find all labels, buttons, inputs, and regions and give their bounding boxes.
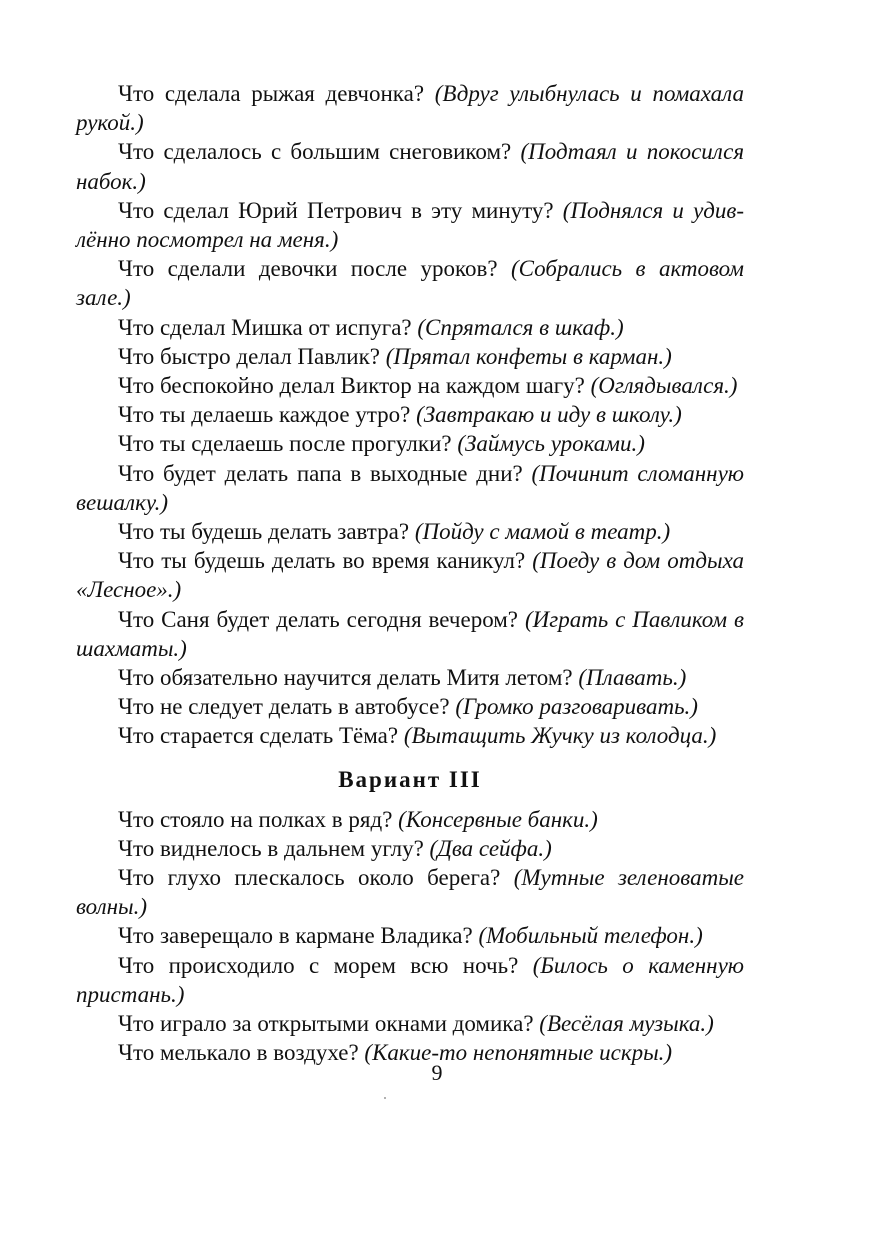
qa-item bbox=[76, 196, 744, 254]
section-heading: Вариант III bbox=[338, 766, 482, 792]
answer-text: (Подтаял и покосился набок.) bbox=[76, 139, 745, 194]
answer-text: (Весёлая музыка.) bbox=[539, 1011, 714, 1037]
answer-text: (Прятал конфеты в карман.) bbox=[385, 343, 672, 369]
question-text: Что быстро делал Павлик? bbox=[118, 343, 380, 369]
qa-item bbox=[76, 400, 744, 429]
question-text: Что ты будешь делать во время каникул? bbox=[118, 548, 526, 574]
question-text: Что Саня будет делать сегодня вечером? bbox=[118, 606, 519, 632]
question-text: Что сделала рыжая девчонка? bbox=[118, 81, 425, 106]
qa-item bbox=[76, 313, 744, 342]
qa-item bbox=[76, 721, 744, 750]
qa-item bbox=[76, 371, 744, 400]
answer-text: (Консервные банки.) bbox=[398, 806, 598, 832]
answer-text: (Завтракаю и иду в школу.) bbox=[416, 402, 682, 428]
page-body bbox=[76, 79, 744, 1068]
qa-item bbox=[76, 429, 744, 458]
question-text: Что играло за открытыми окнами домика? bbox=[118, 1011, 534, 1037]
answer-text: (Играть с Павликом в шахматы.) bbox=[76, 606, 745, 661]
qa-item bbox=[76, 79, 744, 137]
question-text: Что сделалось с большим снеговиком? bbox=[118, 139, 512, 165]
qa-item bbox=[76, 342, 744, 371]
question-text: Что ты делаешь каждое утро? bbox=[118, 402, 411, 428]
question-text: Что ты сделаешь после прогулки? bbox=[118, 431, 452, 457]
answer-text: (Билось о каменную пристань.) bbox=[76, 952, 745, 1007]
question-text: Что ты будешь делать завтра? bbox=[118, 519, 410, 545]
answer-text: (Займусь уроками.) bbox=[457, 431, 645, 457]
qa-item bbox=[76, 459, 744, 517]
question-text: Что сделал Юрий Петрович в эту минуту? bbox=[118, 197, 554, 223]
answer-text: (Собрались в актовом зале.) bbox=[76, 256, 744, 311]
question-text: Что не следует делать в автобусе? bbox=[118, 694, 450, 720]
question-text: Что беспокойно делал Виктор на каждом шагу? bbox=[118, 373, 585, 399]
answer-text: (Мобильный телефон.) bbox=[478, 923, 703, 949]
answer-text: (Починит сломанную вешалку.) bbox=[76, 460, 744, 515]
question-text: Что будет делать папа в выходные дни? bbox=[118, 460, 523, 486]
question-text: Что стояло на полках в ряд? bbox=[118, 806, 393, 832]
scan-speck bbox=[384, 1097, 386, 1099]
answer-text: (Мутные зеленоватые волны.) bbox=[76, 865, 744, 920]
question-list-b bbox=[76, 805, 744, 1068]
qa-item bbox=[76, 605, 744, 663]
qa-item bbox=[76, 951, 744, 1009]
question-text: Что обязательно научится делать Митя летом? bbox=[118, 665, 573, 691]
question-text: Что виднелось в дальнем углу? bbox=[118, 835, 424, 861]
answer-text: (Громко разговаривать.) bbox=[455, 694, 698, 720]
qa-item bbox=[76, 137, 744, 195]
answer-text: (Спрятался в шкаф.) bbox=[417, 314, 624, 340]
answer-text: (Два сейфа.) bbox=[429, 835, 552, 861]
qa-item bbox=[76, 546, 744, 604]
answer-text: (Пойду с мамой в театр.) bbox=[414, 519, 671, 545]
qa-item bbox=[76, 805, 744, 834]
answer-text: (Какие-то непонятные искры.) bbox=[364, 1040, 673, 1066]
answer-text: (Оглядывался.) bbox=[590, 373, 738, 399]
question-text: Что мелькало в воздухе? bbox=[118, 1040, 359, 1066]
question-text: Что происходило с морем всю ночь? bbox=[118, 952, 519, 978]
qa-item bbox=[76, 692, 744, 721]
answer-text: (Поднялся и удивлённо посмотрел на меня.) bbox=[76, 197, 745, 253]
answer-text: (Поеду в дом отдыха «Лесное».) bbox=[76, 548, 745, 603]
question-text: Что старается сделать Тёма? bbox=[118, 723, 399, 749]
answer-text: (Вытащить Жучку из колодца.) bbox=[403, 723, 717, 749]
qa-item bbox=[76, 254, 744, 312]
qa-item bbox=[76, 921, 744, 950]
qa-item bbox=[76, 863, 744, 921]
question-list-a bbox=[76, 79, 744, 751]
question-text: Что глухо плескалось около берега? bbox=[118, 865, 501, 891]
qa-item bbox=[76, 1009, 744, 1038]
qa-item bbox=[76, 517, 744, 546]
qa-item bbox=[76, 663, 744, 692]
question-text: Что сделал Мишка от испуга? bbox=[118, 314, 412, 340]
question-text: Что сделали девочки после уроков? bbox=[118, 256, 498, 282]
answer-text: (Вдруг улыбнулась и помахала рукой.) bbox=[76, 81, 744, 136]
page-number: 9 bbox=[431, 1060, 443, 1085]
answer-text: (Плавать.) bbox=[578, 665, 687, 691]
question-text: Что заверещало в кармане Владика? bbox=[118, 923, 473, 949]
qa-item bbox=[76, 834, 744, 863]
